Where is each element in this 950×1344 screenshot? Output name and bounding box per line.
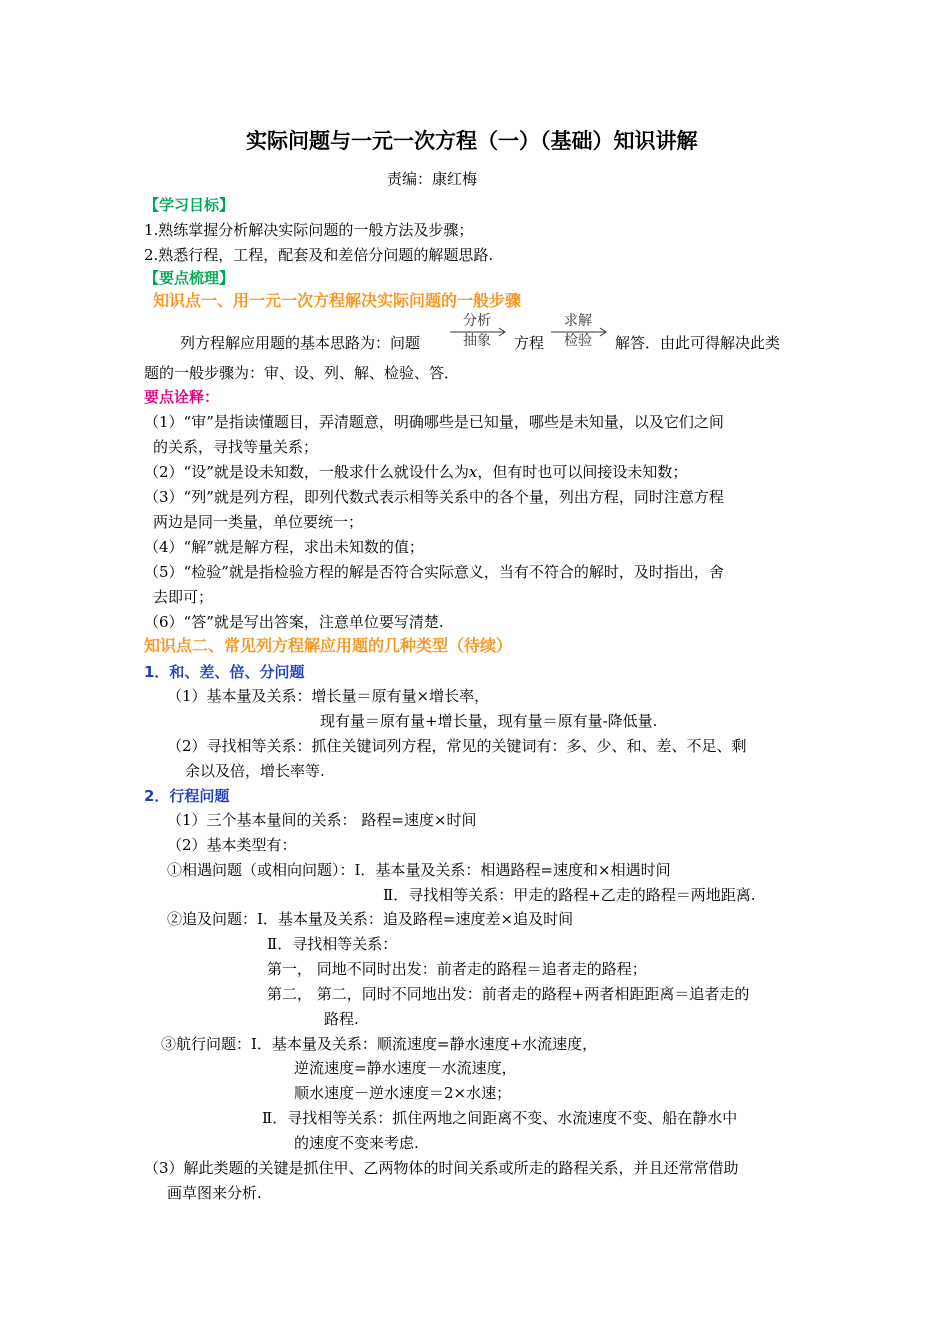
note-6: （6）“答”就是写出答案，注意单位要写清楚. [144,613,444,631]
s2-line: ③航行问题：Ⅰ．基本量及关系：顺流速度=静水速度+水流速度， [161,1035,598,1053]
goals-heading: 【学习目标】 [144,196,235,214]
knowledge-point-1-heading: 知识点一、用一元一次方程解决实际问题的一般步骤 [153,291,522,310]
s2-line: 路程. [324,1010,359,1028]
s1-line: 现有量＝原有量+增长量，现有量＝原有量-降低量. [320,712,658,730]
note-3b: 两边是同一类量，单位要统一； [153,513,364,531]
key-points-heading: 【要点梳理】 [144,269,235,287]
note-5b: 去即可； [153,588,214,606]
arrow2-bottom-label: 检验 [564,333,592,349]
k1-line2: 题的一般步骤为：审、设、列、解、检验、答． [144,364,460,382]
s2-line: Ⅱ．寻找相等关系：甲走的路程+乙走的路程＝两地距离. [383,886,756,904]
s1-line: （1）基本量及关系：增长量＝原有量×增长率， [167,687,490,705]
knowledge-point-2-heading: 知识点二、常见列方程解应用题的几种类型（待续） [144,636,513,655]
note-1a: （1）“审”是指读懂题目，弄清题意，明确哪些是已知量，哪些是未知量，以及它们之间 [144,413,724,431]
arrow2-top-label: 求解 [564,313,592,329]
s2-line: （2）基本类型有： [167,836,297,854]
s2-line: Ⅱ．寻找相等关系：抓住两地之间距离不变、水流速度不变、船在静水中 [262,1109,738,1127]
s2-line: 第一， 同地不同时出发：前者走的路程＝追者走的路程； [267,960,647,978]
s1-line: 余以及倍，增长率等. [185,762,325,780]
s2-line: 画草图来分析. [167,1184,262,1202]
note-2a: （2）“设”就是设未知数，一般求什么就设什么为 [144,463,469,481]
k1-equation-word: 方程 [514,334,545,352]
section-2-heading: 2．行程问题 [144,787,230,805]
s2-line: （1）三个基本量间的关系： 路程=速度×时间 [167,811,477,829]
k1-line1-post: 解答．由此可得解决此类 [615,334,781,352]
note-2 [144,462,687,482]
analyze-abstract-arrow [448,313,512,351]
s2-line: ①相遇问题（或相向问题）：Ⅰ．基本量及关系：相遇路程=速度和×相遇时间 [167,861,671,879]
note-3a: （3）“列”就是列方程，即列代数式表示相等关系中的各个量，列出方程，同时注意方程 [144,488,724,506]
arrow1-bottom-label: 抽象 [463,333,491,349]
solve-verify-arrow [549,313,613,351]
editor-line: 责编：康红梅 [387,170,478,188]
note-5a: （5）“检验”就是指检验方程的解是否符合实际意义，当有不符合的解时，及时指出，舍 [144,563,724,581]
goal-item: 2.熟悉行程，工程，配套及和差倍分问题的解题思路. [144,246,494,264]
s1-line: （2）寻找相等关系：抓住关键词列方程，常见的关键词有：多、少、和、差、不足、剩 [167,737,747,755]
s2-line: （3）解此类题的关键是抓住甲、乙两物体的时间关系或所走的路程关系，并且还常常借助 [144,1159,739,1177]
s2-line: 逆流速度=静水速度－水流速度， [294,1059,517,1077]
note-2b: ，但有时也可以间接设未知数； [477,463,688,481]
k1-line1-pre: 列方程解应用题的基本思路为：问题 [180,334,421,352]
s2-line: 的速度不变来考虑. [294,1134,419,1152]
s2-line: 顺水速度－逆水速度＝2×水速； [294,1084,512,1102]
section-1-heading: 1．和、差、倍、分问题 [144,663,305,681]
arrow1-top-label: 分析 [463,313,491,329]
notes-heading: 要点诠释： [144,388,220,406]
page-title: 实际问题与一元一次方程（一）（基础）知识讲解 [246,129,698,153]
variable-x: x [468,463,478,481]
s2-line: Ⅱ．寻找相等关系： [267,935,398,953]
note-4: （4）“解”就是解方程，求出未知数的值； [144,538,424,556]
s2-line: 第二， 第二，同时不同地出发：前者走的路程+两者相距距离＝追者走的 [267,985,750,1003]
goal-item: 1.熟练掌握分析解决实际问题的一般方法及步骤； [144,221,474,239]
note-1b: 的关系，寻找等量关系； [153,438,319,456]
s2-line: ②追及问题：Ⅰ．基本量及关系：追及路程=速度差×追及时间 [167,910,574,928]
